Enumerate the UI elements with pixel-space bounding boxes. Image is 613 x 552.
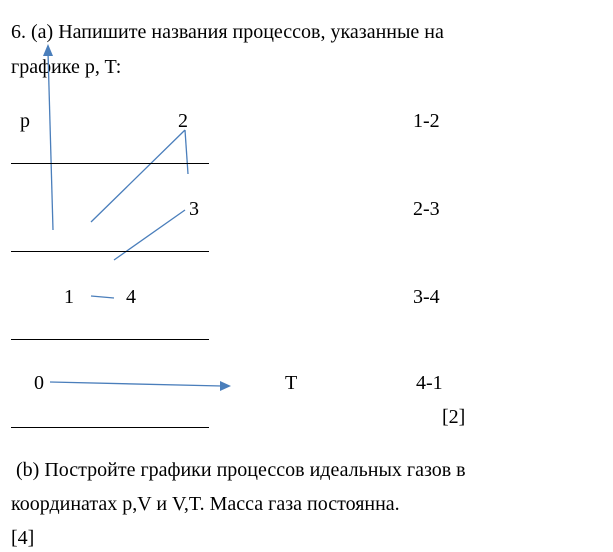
point-label-3: 3: [189, 198, 199, 220]
answer-line-4: [11, 427, 209, 428]
process-label-3-4: 3-4: [413, 286, 440, 308]
question-part-b-line1: (b) Постройте графики процессов идеальных газов в: [16, 459, 466, 481]
process-2-3-line: [185, 130, 188, 174]
p-axis-arrowhead: [43, 44, 53, 56]
point-label-2: 2: [178, 110, 188, 132]
process-1-2-line: [91, 130, 185, 222]
t-axis-arrowhead: [220, 381, 231, 391]
axis-label-t: T: [285, 372, 298, 394]
question-part-b-line2: координатах p,V и V,T. Масса газа постоянна.: [11, 493, 400, 515]
process-3-4-line: [114, 210, 185, 260]
answer-line-2: [11, 251, 209, 252]
answer-line-1: [11, 163, 209, 164]
question-part-a-line2: графике p, T:: [11, 56, 122, 78]
axis-label-p: p: [20, 110, 30, 132]
process-label-4-1: 4-1: [416, 372, 443, 394]
t-axis-line: [50, 382, 222, 386]
marks-part-b: [4]: [11, 527, 35, 549]
origin-label: 0: [34, 372, 44, 394]
p-axis-line: [48, 52, 53, 230]
marks-part-a: [2]: [442, 406, 466, 428]
process-label-2-3: 2-3: [413, 198, 440, 220]
process-label-1-2: 1-2: [413, 110, 440, 132]
question-part-a-line1: 6. (a) Напишите названия процессов, указанные на: [11, 21, 444, 43]
answer-line-3: [11, 339, 209, 340]
point-label-1: 1: [64, 286, 74, 308]
point-label-4: 4: [126, 286, 136, 308]
process-4-1-line: [91, 296, 114, 298]
